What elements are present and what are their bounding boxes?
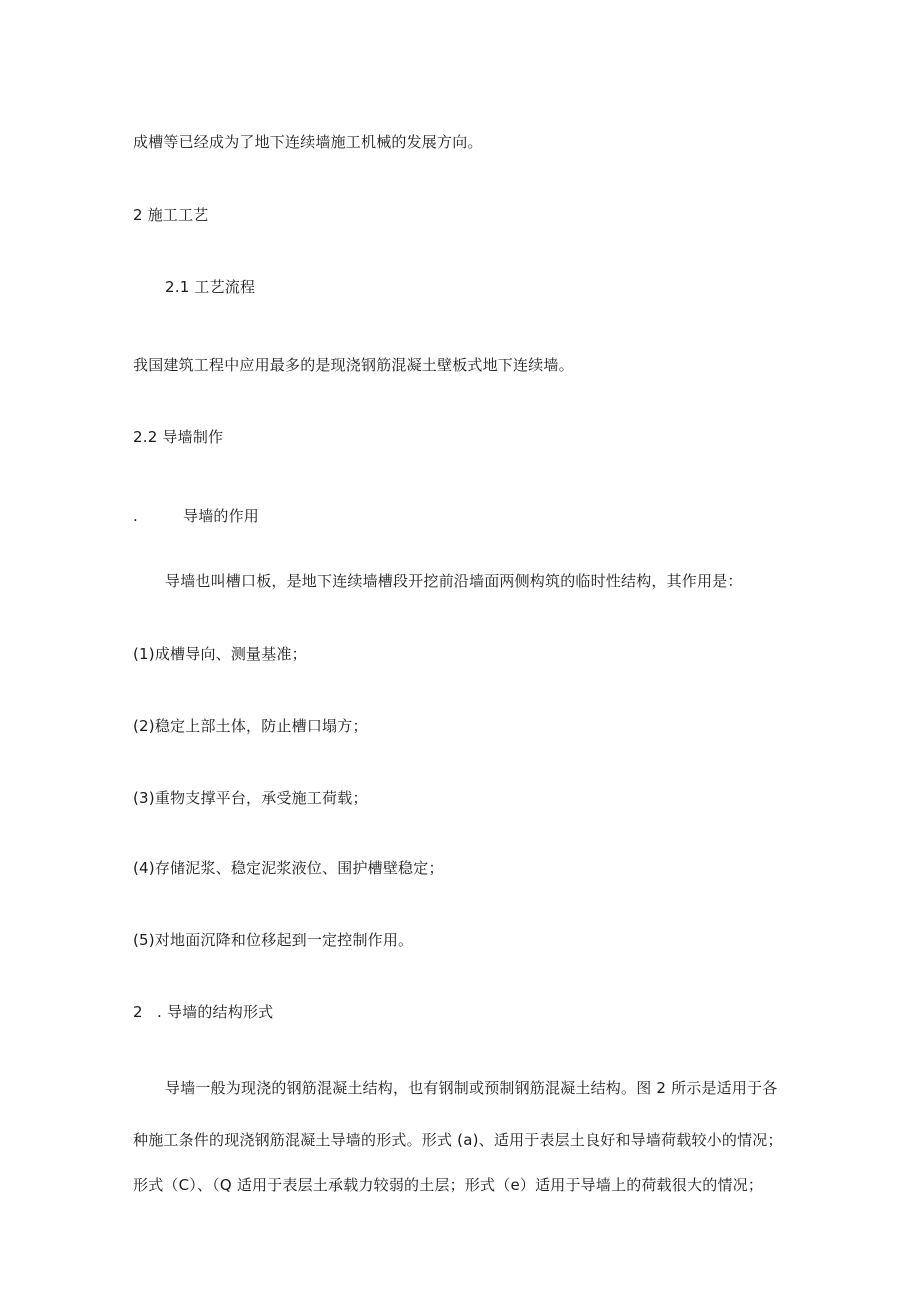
list-item: (2)稳定上部土体，防止槽口塌方； — [133, 717, 368, 735]
paragraph-line: 形式（C）、（Q 适用于表层土承载力较弱的土层；形式（e）适用于导墙上的荷载很大的情况； — [133, 1176, 764, 1194]
paragraph-line: 成槽等已经成为了地下连续墙施工机械的发展方向。 — [133, 133, 483, 151]
bullet-marker: . — [133, 507, 138, 525]
list-item: (5)对地面沉降和位移起到一定控制作用。 — [133, 931, 414, 949]
subsection-heading: 2.1 工艺流程 — [165, 278, 256, 296]
section-heading: 2 施工工艺 — [133, 206, 209, 224]
list-heading-text: 导墙的结构形式 — [166, 1003, 274, 1021]
paragraph-line: 种施工条件的现浇钢筋混凝土导墙的形式。形式 (a)、适用于表层土良好和导墙荷载较小的情况； — [133, 1131, 783, 1149]
list-heading — [133, 506, 259, 526]
subsection-heading: 2.2 导墙制作 — [133, 428, 224, 446]
list-number-dot: . — [157, 1003, 162, 1021]
list-heading-text: 导墙的作用 — [183, 507, 260, 525]
list-item: (3)重物支撑平台，承受施工荷载； — [133, 789, 368, 807]
paragraph-line: 导墙也叫槽口板，是地下连续墙槽段开挖前沿墙面两侧构筑的临时性结构，其作用是： — [165, 572, 743, 590]
list-heading — [133, 1002, 273, 1022]
paragraph-line: 导墙一般为现浇的钢筋混凝土结构，也有钢制或预制钢筋混凝土结构。图 2 所示是适用于各 — [165, 1079, 778, 1097]
list-number: 2 — [133, 1003, 143, 1021]
paragraph-line: 我国建筑工程中应用最多的是现浇钢筋混凝土壁板式地下连续墙。 — [133, 356, 574, 374]
list-item: (1)成槽导向、测量基准； — [133, 645, 307, 663]
list-item: (4)存储泥浆、稳定泥浆液位、围护槽壁稳定； — [133, 859, 444, 877]
